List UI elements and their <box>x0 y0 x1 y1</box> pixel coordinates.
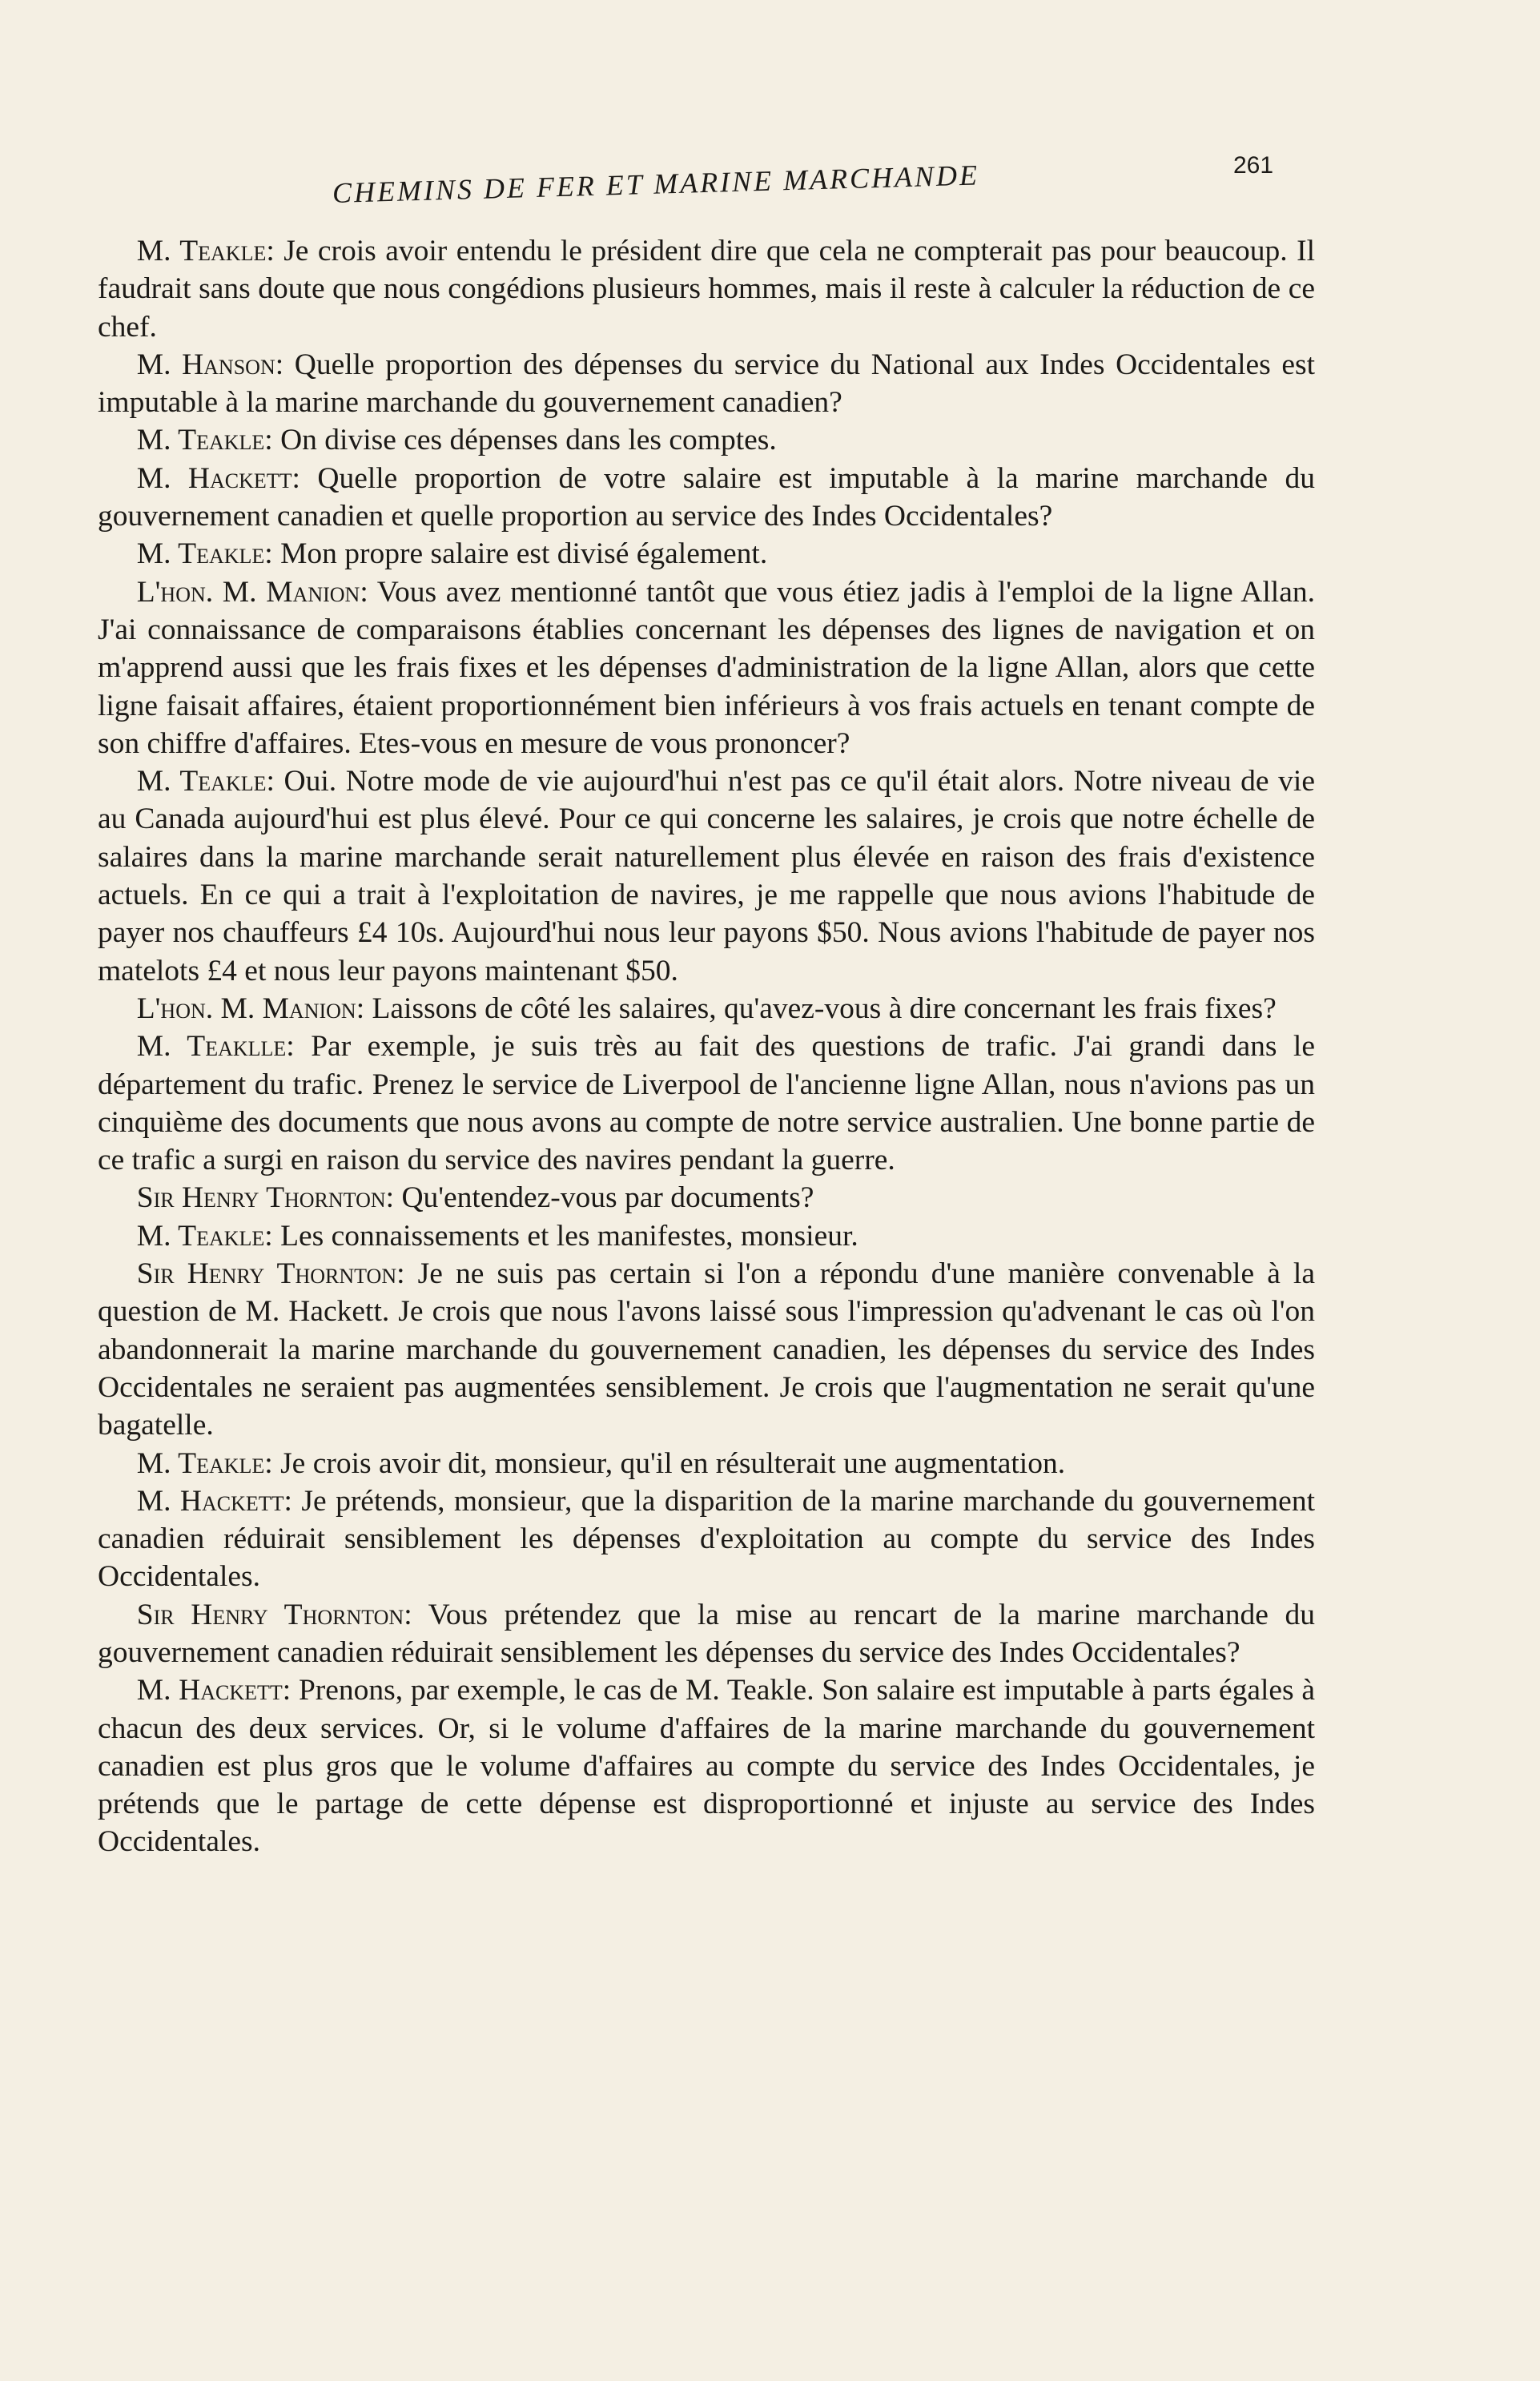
paragraph-text: Laissons de côté les salaires, qu'avez-vous à dire concernant les frais fixes? <box>364 991 1277 1025</box>
paragraph <box>98 1482 1315 1596</box>
paragraph <box>98 460 1315 536</box>
paragraph-text: Qu'entendez-vous par documents? <box>394 1181 814 1215</box>
speaker-name: Sir Henry Thornton: <box>136 1257 405 1291</box>
speaker-name: L'hon. M. Manion: <box>136 991 365 1025</box>
paragraph <box>98 232 1315 346</box>
paragraph <box>98 573 1315 762</box>
paragraph <box>98 762 1315 990</box>
paragraph-text: On divise ces dépenses dans les comptes. <box>272 424 777 457</box>
paragraph-text: Les connaissements et les manifestes, monsieur. <box>272 1219 858 1253</box>
speaker-name: M. Teakle: <box>136 1219 273 1253</box>
paragraph-text: Vous prétendez que la mise au rencart de la marine marchande du gouvernement canadien réduirait sensiblement les dépenses du service des Indes Occidentales? <box>98 1598 1315 1669</box>
paragraph <box>98 1217 1315 1255</box>
paragraph-text: Mon propre salaire est divisé également. <box>272 537 768 571</box>
speaker-name: M. Hanson: <box>136 348 284 381</box>
paragraph <box>98 421 1315 459</box>
speaker-name: M. Teakle: <box>136 235 275 267</box>
speaker-name: M. Teakle: <box>136 424 273 457</box>
page-number: 261 <box>1233 152 1274 179</box>
paragraph-text: Par exemple, je suis très au fait des questions de trafic. J'ai grandi dans le département du trafic. Prenez le service de Liverpool de l'ancienne ligne Allan, nous n'avions pas un cinquième des documents que nous avons au compte de notre service australien. Une bonne partie de ce trafic a surgi en raison du service des navires pendant la guerre. <box>98 1030 1315 1177</box>
speaker-name: Sir Henry Thornton: <box>136 1598 412 1631</box>
speaker-name: M. Hackett: <box>136 1674 292 1707</box>
paragraph <box>98 1179 1315 1217</box>
page-body <box>98 232 1315 1861</box>
paragraph <box>98 990 1315 1028</box>
paragraph-text: Je prétends, monsieur, que la disparition de la marine marchande du gouvernement canadien réduirait sensiblement les dépenses d'exploitation au compte du service des Indes Occidentales. <box>98 1484 1315 1594</box>
speaker-name: Sir Henry Thornton: <box>136 1181 395 1215</box>
paragraph-text: Je crois avoir entendu le président dire que cela ne compterait pas pour beaucoup. Il faudrait sans doute que nous congédions plusieurs hommes, mais il reste à calculer la réduction de ce chef. <box>98 235 1315 344</box>
paragraph <box>98 1671 1315 1860</box>
paragraph <box>98 1255 1315 1444</box>
paragraph-text: Quelle proportion de votre salaire est imputable à la marine marchande du gouvernement canadien et quelle proportion au service des Indes Occidentales? <box>98 461 1315 533</box>
paragraph <box>98 1445 1315 1482</box>
paragraph-text: Je ne suis pas certain si l'on a répondu d'une manière convenable à la question de M. Hackett. Je crois que nous l'avons laissé sous l'impression qu'advenant le cas où l'on abandonnerait la marine marchande du gouvernement canadien, les dépenses du service des Indes Occidentales ne seraient pas augmentées sensiblement. Je crois que l'augmentation ne serait qu'une bagatelle. <box>98 1257 1315 1442</box>
speaker-name: M. Teakle: <box>136 765 275 798</box>
paragraph <box>98 1596 1315 1672</box>
speaker-name: M. Teaklle: <box>136 1030 295 1064</box>
paragraph-text: Je crois avoir dit, monsieur, qu'il en résulterait une augmentation. <box>272 1446 1066 1480</box>
speaker-name: M. Hackett: <box>136 1484 292 1518</box>
page-header <box>0 152 1540 216</box>
speaker-name: M. Hackett: <box>136 461 300 495</box>
paragraph <box>98 346 1315 422</box>
speaker-name: M. Teakle: <box>136 537 273 571</box>
paragraph-text: Quelle proportion des dépenses du service du National aux Indes Occidentales est imputable à la marine marchande du gouvernement canadien? <box>98 348 1315 420</box>
paragraph <box>98 535 1315 573</box>
speaker-name: L'hon. M. Manion: <box>136 575 368 609</box>
paragraph-text: Vous avez mentionné tantôt que vous étiez jadis à l'emploi de la ligne Allan. J'ai connaissance de comparaisons établies concernant les dépenses des lignes de navigation et on m'apprend aussi que les frais fixes et les dépenses d'administration de la ligne Allan, alors que cette ligne faisait affaires, étaient proportionnément bien inférieurs à vos frais actuels en tenant compte de son chiffre d'affaires. Etes-vous en mesure de vous prononcer? <box>98 575 1315 760</box>
speaker-name: M. Teakle: <box>136 1446 273 1480</box>
running-title: CHEMINS DE FER ET MARINE MARCHANDE <box>332 159 980 209</box>
paragraph-text: Prenons, par exemple, le cas de M. Teakle. Son salaire est imputable à parts égales à chacun des deux services. Or, si le volume d'affaires de la marine marchande du gouvernement canadien est plus gros que le volume d'affaires au compte du service des Indes Occidentales, je prétends que le partage de cette dépense est disproportionné et injuste au service des Indes Occidentales. <box>98 1674 1315 1859</box>
paragraph-text: Oui. Notre mode de vie aujourd'hui n'est pas ce qu'il était alors. Notre niveau de vie au Canada aujourd'hui est plus élevé. Pour ce qui concerne les salaires, je crois que notre échelle de salaires dans la marine marchande serait naturellement plus élevée en raison des frais d'existence actuels. En ce qui a trait à l'exploitation de navires, je me rappelle que nous avions l'habitude de payer nos chauffeurs £4 10s. Aujourd'hui nous leur payons $50. Nous avions l'habitude de payer nos matelots £4 et nous leur payons maintenant $50. <box>98 765 1315 987</box>
paragraph <box>98 1028 1315 1179</box>
